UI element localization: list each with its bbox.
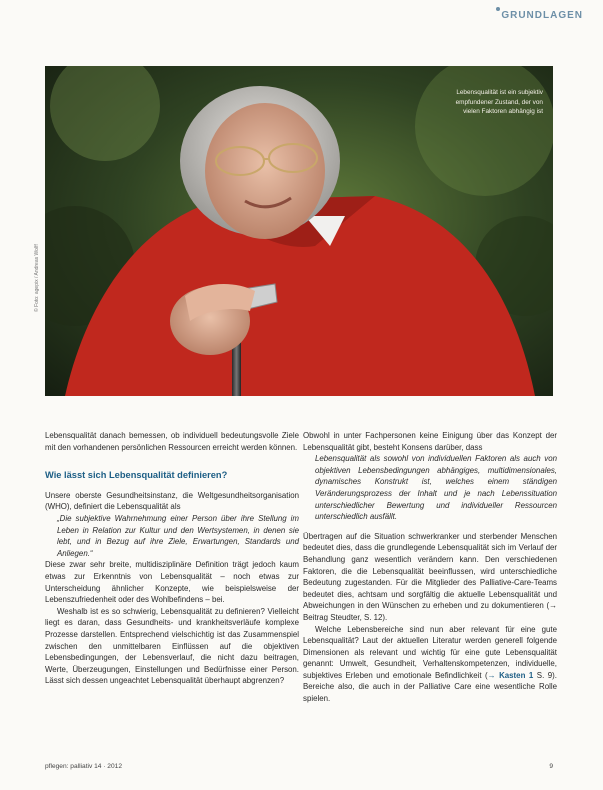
section-dot xyxy=(496,7,500,11)
right-column xyxy=(303,430,557,705)
article-photo xyxy=(45,66,553,396)
complexity-paragraph: Weshalb ist es so schwierig, Lebensqualität zu definieren? Vielleicht liegt es daran, dass Gesundheits- und krankheitsverläufe komplexe Prozesse darstellen. Entsprechend vielschichtig ist das Zusammenspiel zwischen den unmittelbaren Einflüssen auf die objektiven Lebensbedingungen, der Lebensverlauf, die nicht dazu beitragen, Werte, Überzeugungen, Einstellungen und Bedürfnisse einer Person. Lässt sich dessen ungeachtet Lebensqualität überhaupt abgrenzen? xyxy=(45,606,299,686)
journal-name: pflegen: palliativ 14 · 2012 xyxy=(45,763,122,770)
consensus-paragraph: Obwohl in unter Fachpersonen keine Einigung über das Konzept der Lebensqualität gibt, besteht Konsens darüber, dass xyxy=(303,431,557,452)
who-paragraph: Unsere oberste Gesundheitsinstanz, die Weltgesundheitsorganisation (WHO), definiert die Lebensqualität als xyxy=(45,490,299,512)
transfer-paragraph: Übertragen auf die Situation schwerkranker und sterbender Menschen bedeutet dies, dass die grundlegende Lebensqualität sich im Verlauf der Behandlung ganz wesentlich verändern kann. Den verschiedenen Faktoren, die die Lebensqualität beeinflussen, wird unterschiedliche Bedeutung zugestanden. Für die Mitglieder des Palliative-Care-Teams bedeutet dies, achtsam und sorgfältig die aktuelle Lebensqualität und Abweichungen in den Wünschen zu erheben und zu dokumentieren (→ Beitrag Steudter, S. 12). xyxy=(303,531,557,622)
consensus-quote: Lebensqualität als sowohl von individuellen Faktoren als auch von objektiven Lebensbedingungen abhängiges, multidimensionales, dynamisches Konstrukt ist, welches einem ständigen Veränderungsprozess der Inhalt und je nach Lebenssituation unterschiedlicher Bewertung und individueller Ressourcen unterschiedlich ausfällt. xyxy=(315,454,557,522)
photo-caption: Lebensqualität ist ein subjektiv empfundener Zustand, der von vielen Faktoren abhängig ist xyxy=(455,89,543,116)
definition-paragraph: Diese zwar sehr breite, multidisziplinäre Definition trägt jedoch kaum etwas zur Erkenntnis von Lebensqualität – noch etwas zur Unterscheidung ähnlicher Konzepte, wie beispielsweise der Lebenszufriedenheit oder des Wohlbefindens – bei. xyxy=(45,560,299,605)
dimensions-text-start: Welche Lebensbereiche sind nun aber relevant für eine gute Lebensqualität? Laut der aktuellen Literatur werden generell folgende Dimensionen als relevant und wichtig für eine gute Lebensqualität genannt: Umwelt, Gesundheit, Verhaltenskompetenzen, individuelle, subjektives Erleben und emotionale Befindlichkeit ( xyxy=(303,624,557,680)
photo-credit: © Foto: agepix / Andreas Wolff xyxy=(34,244,40,312)
section-heading: Wie lässt sich Lebensqualität definieren? xyxy=(45,470,228,481)
section-label: GRUNDLAGEN xyxy=(501,10,583,21)
left-column xyxy=(45,430,299,687)
who-quote: „Die subjektive Wahrnehmung einer Person über ihre Stellung im Leben in Relation zur Kultur und den Wertsystemen, in denen sie lebt, und in Bezug auf ihre Ziele, Erwartungen, Standards und Anliegen.“ xyxy=(57,513,299,558)
intro-paragraph: Lebensqualität danach bemessen, ob individuell bedeutungsvolle Ziele mit den vorhandenen persönlichen Ressourcen erreicht werden können. xyxy=(45,431,299,452)
dimensions-text-end: S. 9). Bereiche also, die auch in der Palliative Care eine wesentliche Rolle spielen. xyxy=(303,670,557,704)
page-number: 9 xyxy=(549,763,553,770)
dimensions-paragraph xyxy=(303,624,557,705)
kasten-link[interactable]: → Kasten 1 xyxy=(487,670,534,680)
